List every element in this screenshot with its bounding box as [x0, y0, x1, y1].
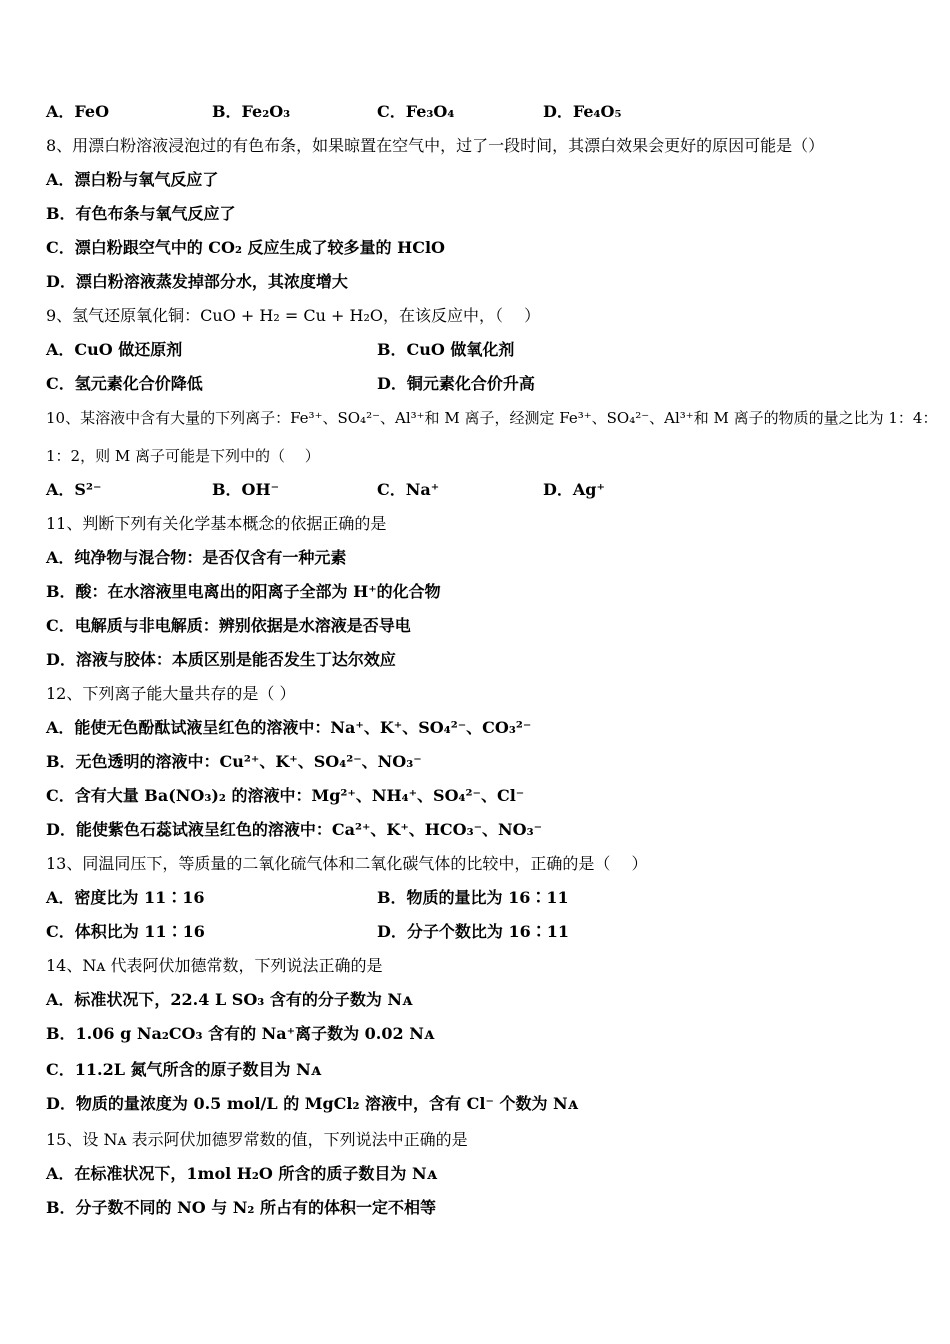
- q14-option-a: A．标准状况下，22.4 L SO₃ 含有的分子数为 Nᴀ: [46, 990, 413, 1009]
- q7-option-a: A．FeO: [46, 102, 110, 121]
- q10-option-c: C．Na⁺: [377, 480, 440, 499]
- q12-option-b: B．无色透明的溶液中：Cu²⁺、K⁺、SO₄²⁻、NO₃⁻: [46, 752, 422, 771]
- q10-option-a: A．S²⁻: [46, 480, 102, 499]
- q11-stem: 11、判断下列有关化学基本概念的依据正确的是: [46, 514, 387, 533]
- q14-option-d: D．物质的量浓度为 0.5 mol/L 的 MgCl₂ 溶液中，含有 Cl⁻ 个数为 Nᴀ: [46, 1094, 578, 1113]
- q9-option-a: A．CuO 做还原剂: [46, 340, 183, 359]
- q15-stem: 15、设 Nᴀ 表示阿伏加德罗常数的值，下列说法中正确的是: [46, 1130, 468, 1149]
- q14-option-b: B．1.06 g Na₂CO₃ 含有的 Na⁺离子数为 0.02 Nᴀ: [46, 1024, 435, 1043]
- q13-stem: 13、同温同压下，等质量的二氧化硫气体和二氧化碳气体的比较中，正确的是（ ）: [46, 854, 648, 873]
- q15-option-a: A．在标准状况下，1mol H₂O 所含的质子数目为 Nᴀ: [46, 1164, 437, 1183]
- q10-stem-line1: 10、某溶液中含有大量的下列离子：Fe³⁺、SO₄²⁻、Al³⁺和 M 离子，经测定 Fe³⁺、SO₄²⁻、Al³⁺和 M 离子的物质的量之比为 1：4：: [46, 409, 938, 427]
- q13-option-b: B．物质的量比为 16∶11: [377, 888, 569, 907]
- q7-option-c: C．Fe₃O₄: [377, 102, 455, 121]
- q13-option-a: A．密度比为 11∶16: [46, 888, 205, 907]
- q10-stem-line2: 1：2，则 M 离子可能是下列中的（ ）: [46, 447, 320, 465]
- q14-option-c: C．11.2L 氮气所含的原子数目为 Nᴀ: [46, 1060, 321, 1079]
- q9-option-c: C．氢元素化合价降低: [46, 374, 203, 393]
- q11-option-b: B．酸：在水溶液里电离出的阳离子全部为 H⁺的化合物: [46, 582, 441, 601]
- q12-stem: 12、下列离子能大量共存的是（ ）: [46, 684, 296, 703]
- q15-option-b: B．分子数不同的 NO 与 N₂ 所占有的体积一定不相等: [46, 1198, 437, 1217]
- q7-option-d: D．Fe₄O₅: [543, 102, 622, 121]
- q11-option-c: C．电解质与非电解质：辨别依据是水溶液是否导电: [46, 616, 411, 635]
- q13-option-c: C．体积比为 11∶16: [46, 922, 205, 941]
- q7-option-b: B．Fe₂O₃: [212, 102, 291, 121]
- q9-option-b: B．CuO 做氧化剂: [377, 340, 515, 359]
- q10-option-b: B．OH⁻: [212, 480, 280, 499]
- q8-option-c: C．漂白粉跟空气中的 CO₂ 反应生成了较多量的 HClO: [46, 238, 445, 257]
- q14-stem: 14、Nᴀ 代表阿伏加德常数，下列说法正确的是: [46, 956, 383, 975]
- q8-option-a: A．漂白粉与氧气反应了: [46, 170, 219, 189]
- q11-option-d: D．溶液与胶体：本质区别是能否发生丁达尔效应: [46, 650, 396, 669]
- q9-option-d: D．铜元素化合价升高: [377, 374, 535, 393]
- q11-option-a: A．纯净物与混合物：是否仅含有一种元素: [46, 548, 347, 567]
- q8-stem: 8、用漂白粉溶液浸泡过的有色布条，如果晾置在空气中，过了一段时间，其漂白效果会更好的原因可能是（）: [46, 136, 825, 155]
- q12-option-a: A．能使无色酚酞试液呈红色的溶液中：Na⁺、K⁺、SO₄²⁻、CO₃²⁻: [46, 718, 532, 737]
- q10-option-d: D．Ag⁺: [543, 480, 605, 499]
- q8-option-b: B．有色布条与氧气反应了: [46, 204, 236, 223]
- q8-option-d: D．漂白粉溶液蒸发掉部分水，其浓度增大: [46, 272, 348, 291]
- q13-option-d: D．分子个数比为 16∶11: [377, 922, 569, 941]
- q9-stem: 9、氢气还原氧化铜：CuO + H₂ = Cu + H₂O，在该反应中，（ ）: [46, 306, 541, 325]
- q12-option-d: D．能使紫色石蕊试液呈红色的溶液中：Ca²⁺、K⁺、HCO₃⁻、NO₃⁻: [46, 820, 543, 839]
- q12-option-c: C．含有大量 Ba(NO₃)₂ 的溶液中：Mg²⁺、NH₄⁺、SO₄²⁻、Cl⁻: [46, 786, 525, 805]
